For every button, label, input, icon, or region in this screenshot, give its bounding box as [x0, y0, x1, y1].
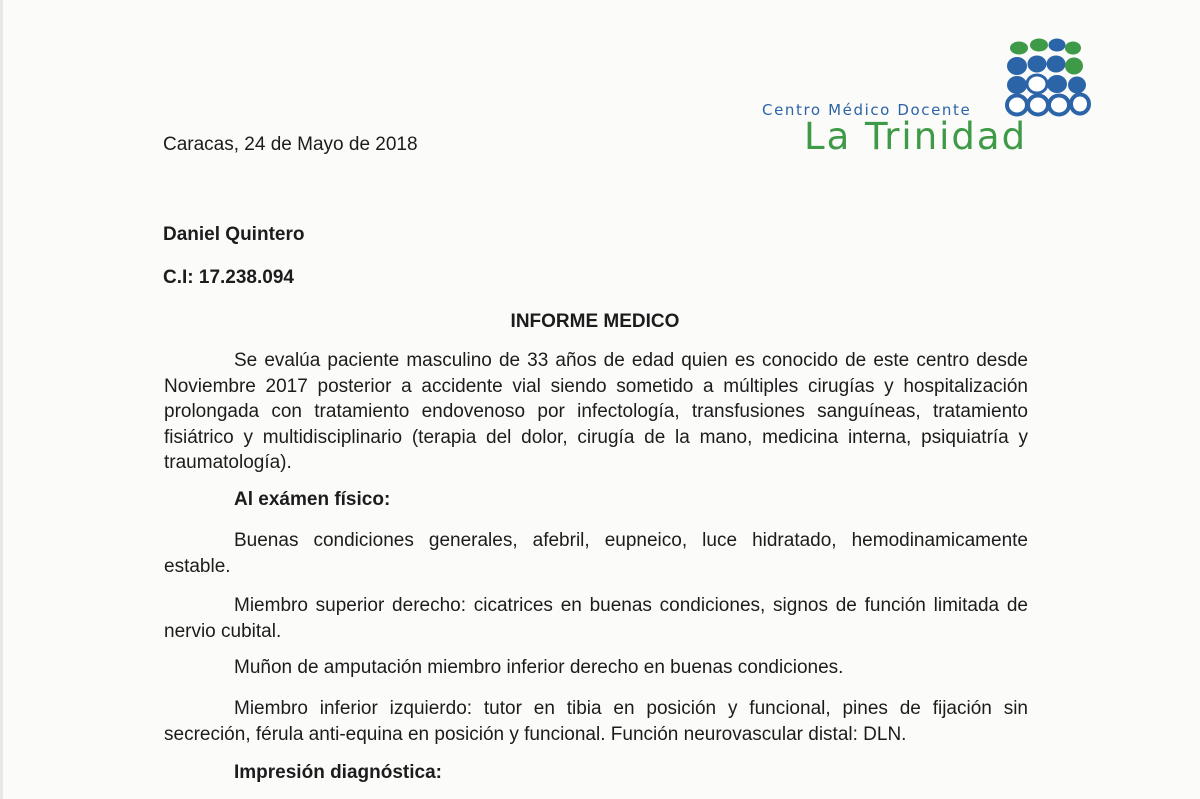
lower-limb-paragraph: Miembro inferior izquierdo: tutor en tibia en posición y funcional, pines de fijación sin secreción, férula anti-equina en posición y funcional. Función neurovascular distal: DLN.: [164, 698, 1028, 745]
patient-id-label: C.I:: [163, 267, 194, 288]
general-condition-paragraph: Buenas condiciones generales, afebril, eupneico, luce hidratado, hemodinamicamente estable.: [164, 530, 1028, 577]
logo-mark-icon: [1003, 36, 1095, 120]
intro-paragraph: Se evalúa paciente masculino de 33 años de edad quien es conocido de este centro desde Noviembre 2017 posterior a accidente vial siendo sometido a múltiples cirugías y hospitalización prolongada con tratamiento endovenoso por infectología, transfusiones sanguíneas, tratamiento fisiátrico y multidisciplinario (terapia del dolor, cirugía de la mano, medicina interna, psiquiatría y traumatología).: [164, 350, 1028, 473]
exam-heading: Al exámen físico:: [234, 489, 391, 510]
amputation-paragraph: Muñon de amputación miembro inferior derecho en buenas condiciones.: [234, 657, 844, 678]
diagnosis-heading: Impresión diagnóstica:: [234, 762, 442, 783]
document-date: Caracas, 24 de Mayo de 2018: [163, 134, 418, 155]
patient-name: Daniel Quintero: [163, 224, 305, 245]
upper-limb-paragraph: Miembro superior derecho: cicatrices en buenas condiciones, signos de función limitada de nervio cubital.: [164, 595, 1028, 642]
logo-name: La Trinidad: [804, 115, 1028, 158]
logo-subtitle: Centro Médico Docente: [762, 101, 972, 119]
patient-id: [163, 266, 294, 290]
document-title: INFORME MEDICO: [510, 311, 680, 332]
patient-id-value: 17.238.094: [198, 267, 294, 288]
